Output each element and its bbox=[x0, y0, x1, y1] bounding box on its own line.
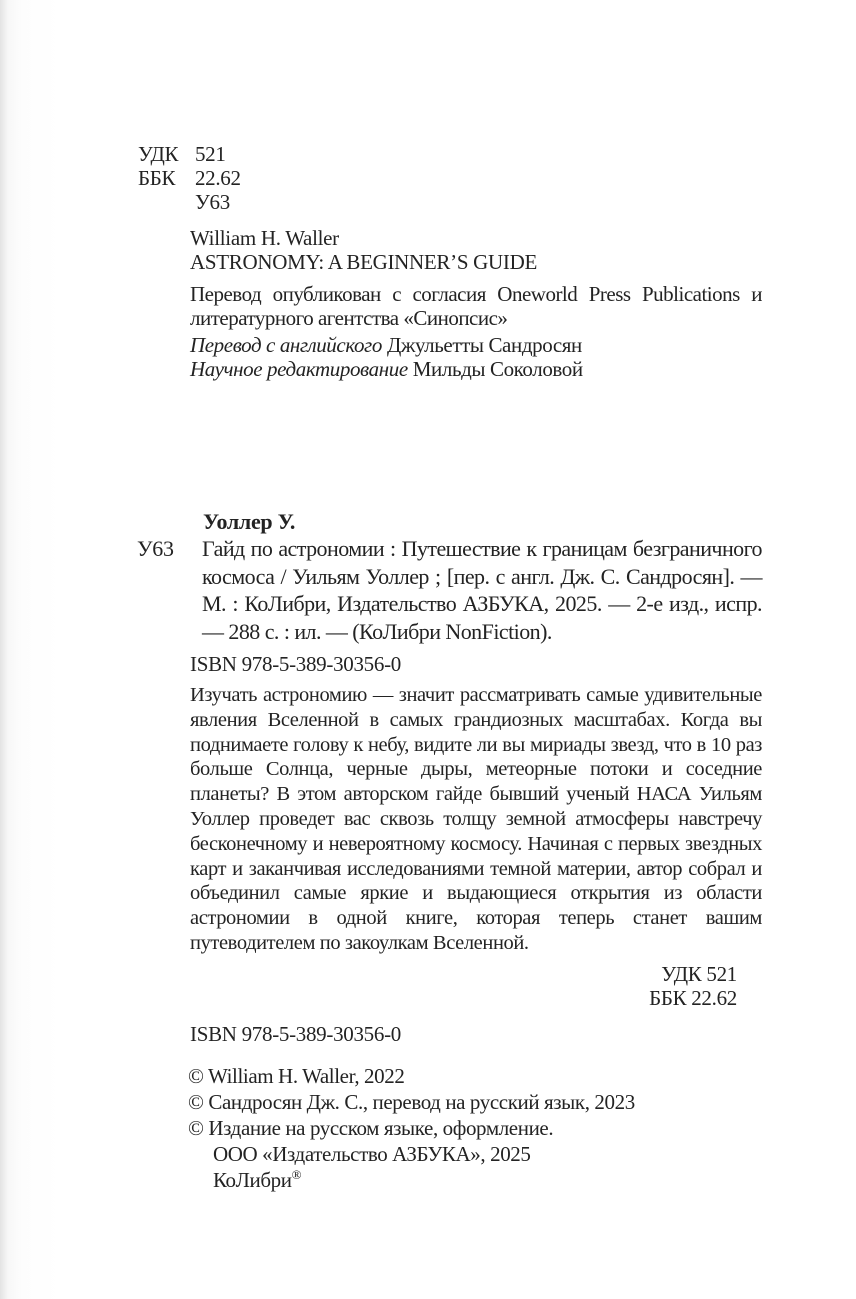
copyright-author: © William H. Waller, 2022 bbox=[188, 1063, 405, 1088]
credit-science-editor-role: Научное редактирование bbox=[190, 357, 408, 381]
credits-block bbox=[190, 333, 762, 381]
brand-line bbox=[213, 1167, 762, 1193]
classification-block bbox=[138, 142, 762, 214]
bbk-label: ББК bbox=[138, 166, 176, 190]
udk-row bbox=[138, 142, 762, 166]
udk-value: 521 bbox=[194, 142, 226, 166]
copyright-block bbox=[188, 1063, 762, 1193]
catalog-record-text: Гайд по астрономии : Путешествие к границам безграничного космоса / Уильям Уоллер ; [пер. с англ. Дж. С. Сандросян]. — М. : КоЛибри, Издательство АЗБУКА, 2025. — 2-е изд., испр. — 288 с. : ил. — (КоЛибри NonFiction). bbox=[202, 536, 762, 644]
copyright-translation: © Сандросян Дж. С., перевод на русский язык, 2023 bbox=[188, 1089, 635, 1114]
license-note: Перевод опубликован с согласия Oneworld Press Publications и литературного агентства «Синопсис» bbox=[190, 282, 762, 330]
brand-name: КоЛибри bbox=[213, 1167, 292, 1192]
author-sign-row bbox=[138, 190, 762, 214]
author-sign: У63 bbox=[194, 190, 230, 214]
publisher-line: ООО «Издательство АЗБУКА», 2025 bbox=[213, 1141, 531, 1166]
bbk-value: 22.62 bbox=[194, 166, 241, 190]
original-edition-block bbox=[190, 226, 762, 274]
classification-right-block bbox=[190, 962, 762, 1010]
bbk-right: ББК 22.62 bbox=[649, 985, 737, 1010]
registered-trademark-mark: ® bbox=[291, 1166, 302, 1182]
credit-translator bbox=[190, 333, 762, 357]
annotation-text: Изучать астрономию — значит рассматривать самые удивительные явления Вселенной в самых грандиозных масштабах. Когда вы поднимаете голову к небу, видите ли вы мириады звезд, что в 10 раз больше Солнца, черные дыры, метеорные потоки и соседние планеты? В этом авторском гайде бывший ученый НАСА Уильям Уоллер проведет вас сквозь толщу земной атмосферы навстречу бесконечному и невероятному космосу. Начиная с первых звездных карт и заканчивая исследованиями темной материи, автор собрал и объединил самые яркие и выдающиеся открытия из области астрономии в одной книге, которая теперь станет вашим путеводителем по закоулкам Вселенной. bbox=[190, 684, 762, 954]
isbn-catalog: ISBN 978-5-389-30356-0 bbox=[190, 652, 401, 676]
udk-right: УДК 521 bbox=[661, 961, 737, 986]
credit-translator-role: Перевод с английского bbox=[190, 333, 382, 357]
catalog-author-heading: Уоллер У. bbox=[203, 509, 296, 534]
credit-science-editor bbox=[190, 357, 762, 381]
credit-science-editor-name: Мильды Соколовой bbox=[412, 357, 583, 381]
udk-label: УДК bbox=[138, 142, 179, 166]
original-title: ASTRONOMY: A BEGINNER’S GUIDE bbox=[190, 250, 537, 274]
isbn-imprint: ISBN 978-5-389-30356-0 bbox=[190, 1021, 401, 1046]
copyright-russian-edition: © Издание на русском языке, оформление. bbox=[188, 1115, 554, 1140]
credit-translator-name: Джульетты Сандросян bbox=[386, 333, 582, 357]
catalog-record-sign: У63 bbox=[137, 536, 174, 561]
catalog-record bbox=[137, 535, 762, 645]
original-author: William H. Waller bbox=[190, 226, 339, 250]
bbk-row bbox=[138, 166, 762, 190]
